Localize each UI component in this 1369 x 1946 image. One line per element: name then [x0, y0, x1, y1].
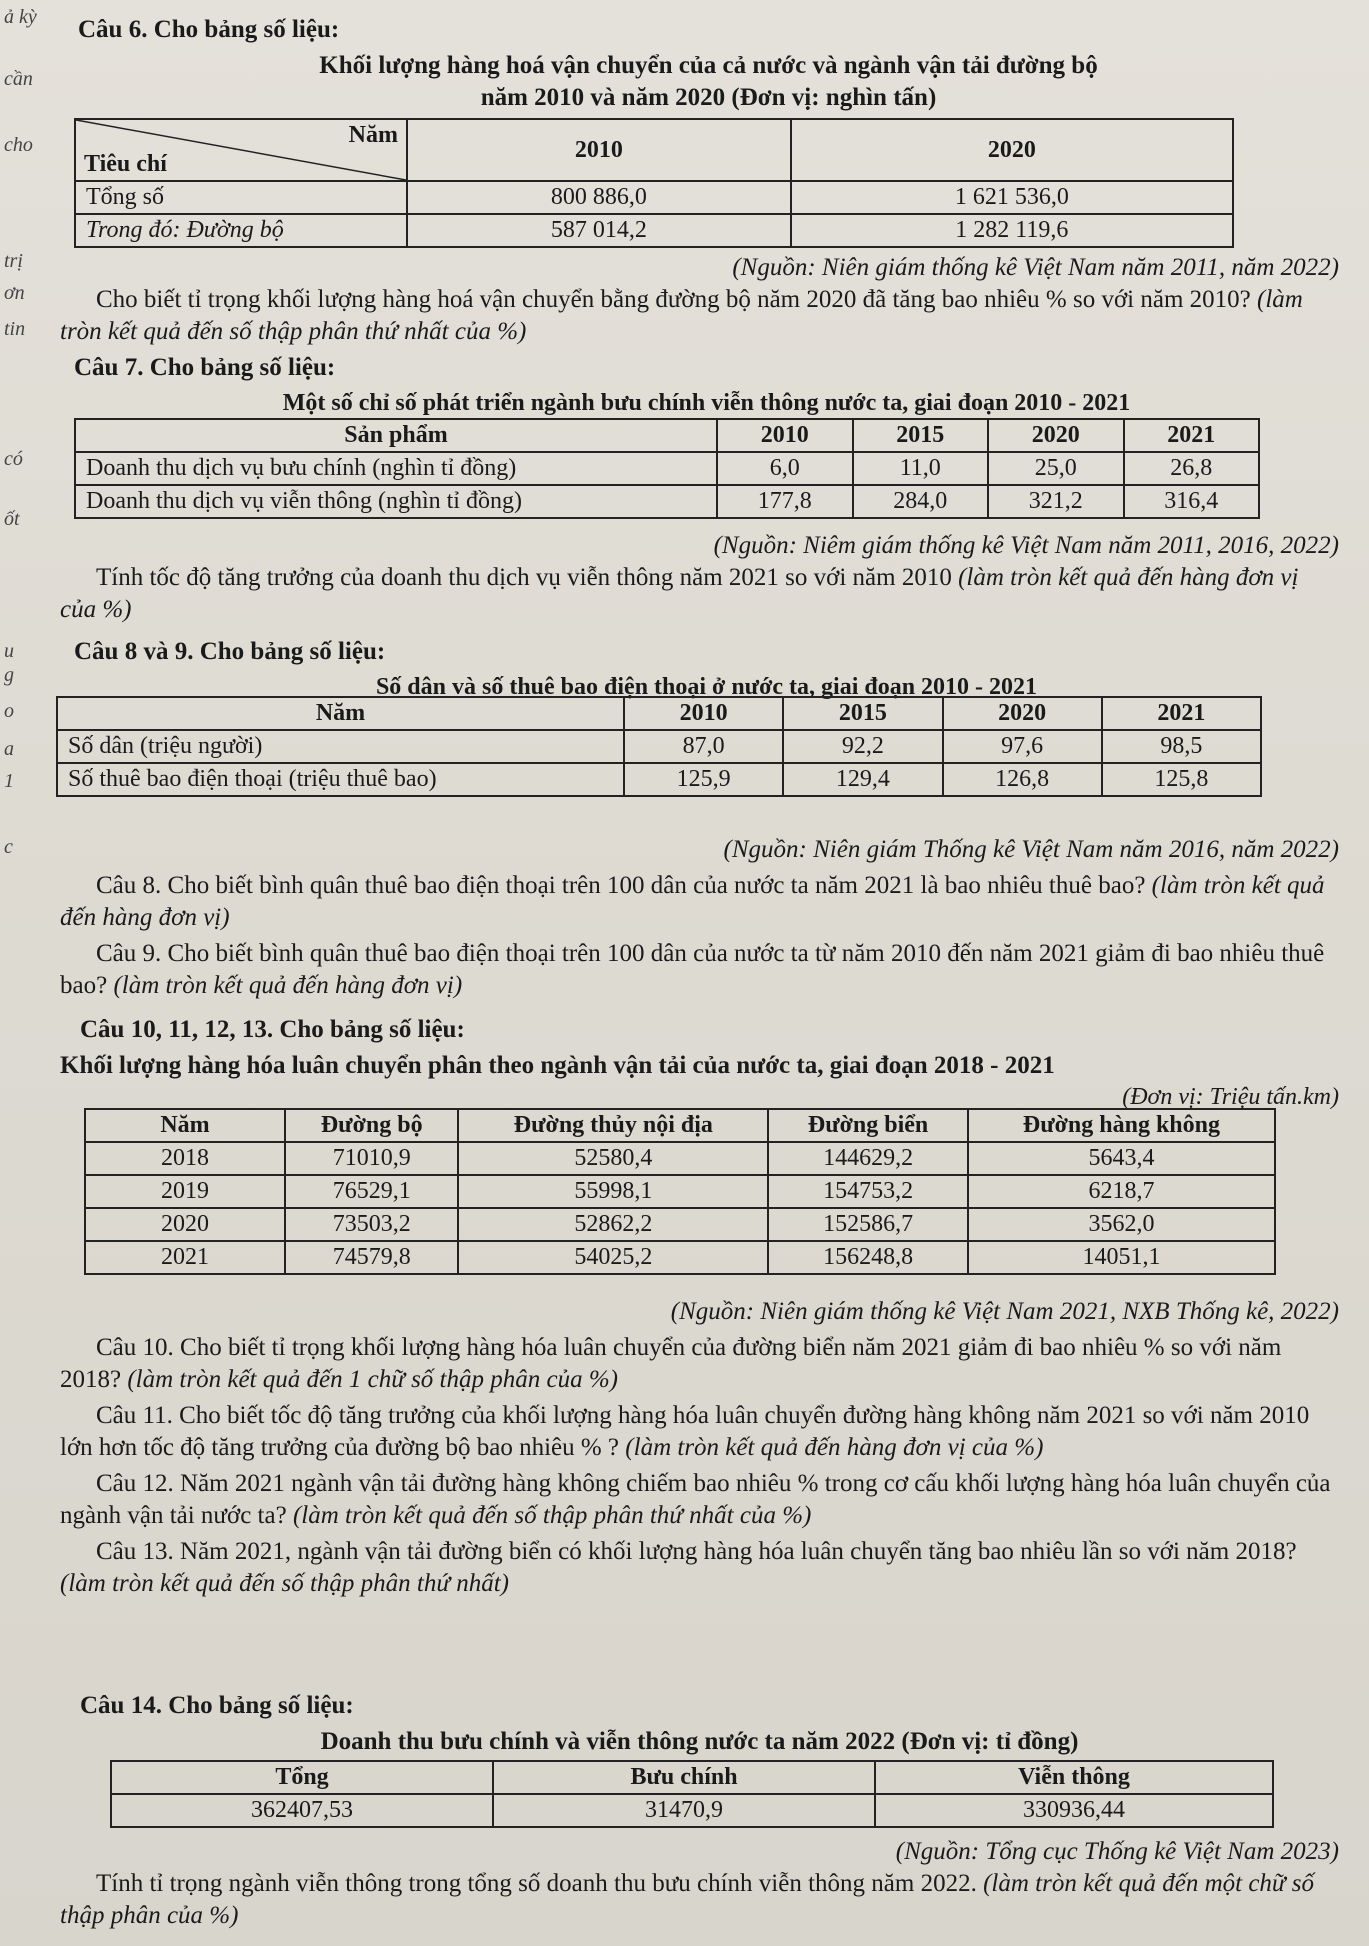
q6-corner-cell [75, 119, 407, 181]
margin-scrap: ơn [4, 282, 25, 304]
q6-table-subtitle: năm 2010 và năm 2020 (Đơn vị: nghìn tấn) [480, 84, 937, 111]
q14-col-header: Viễn thông [875, 1761, 1273, 1794]
q10-13-cell: 76529,1 [285, 1175, 458, 1208]
q6-table-title: Khối lượng hàng hoá vận chuyển của cả nước và ngành vận tải đường bộ [319, 52, 1098, 79]
margin-scrap: tin [4, 318, 26, 340]
q89-cell: 125,8 [1102, 763, 1261, 796]
q14-body [60, 1836, 1339, 1932]
q14-col-header: Bưu chính [493, 1761, 875, 1794]
q89-year-header: 2021 [1102, 697, 1261, 730]
margin-scrap: a [4, 738, 14, 760]
q7-table [74, 418, 1260, 519]
q14-col-header: Tổng [111, 1761, 493, 1794]
q89-body [60, 834, 1339, 1002]
q89-row-label: Số dân (triệu người) [57, 730, 624, 763]
table-row [85, 1241, 1275, 1274]
q6-corner-top: Năm [348, 122, 398, 148]
q10-13-cell: 55998,1 [458, 1175, 768, 1208]
q7-row-label: Doanh thu dịch vụ bưu chính (nghìn tỉ đồng) [75, 452, 717, 485]
q10-13-cell: 5643,4 [968, 1142, 1275, 1175]
q10-13-cell: 3562,0 [968, 1208, 1275, 1241]
q89-cell: 87,0 [624, 730, 783, 763]
q14-question: Tính tỉ trọng ngành viễn thông trong tổng số doanh thu bưu chính viễn thông năm 2022. (làm tròn kết quả đến một chữ số thập phân của %) [60, 1870, 1315, 1929]
q89-cell: 126,8 [943, 763, 1102, 796]
q6-corner-bottom: Tiêu chí [84, 151, 167, 177]
q89-cell: 92,2 [783, 730, 942, 763]
q89-year-header: 2020 [943, 697, 1102, 730]
margin-scrap: cần [4, 68, 33, 90]
q6-cell: 587 014,2 [407, 214, 791, 247]
q89-heading: Câu 8 và 9. Cho bảng số liệu: [74, 638, 386, 665]
margin-scrap: o [4, 700, 14, 722]
q10-13-cell: 14051,1 [968, 1241, 1275, 1274]
q10-13-cell: 6218,7 [968, 1175, 1275, 1208]
q10-13-unit: (Đơn vị: Triệu tấn.km) [1122, 1084, 1339, 1110]
table-row [57, 730, 1261, 763]
q89-col-header: Năm [57, 697, 624, 730]
margin-scrap: c [4, 836, 13, 858]
q10-13-col-header: Đường thủy nội địa [458, 1109, 768, 1142]
q6-table [74, 118, 1234, 248]
q10-13-cell: 73503,2 [285, 1208, 458, 1241]
q6-row-label: Tổng số [75, 181, 407, 214]
margin-scrap: g [4, 664, 14, 686]
q6-year-header: 2020 [791, 119, 1233, 181]
q7-cell: 284,0 [853, 485, 989, 518]
q7-col-header: Sản phẩm [75, 419, 717, 452]
q7-cell: 177,8 [717, 485, 853, 518]
q89-table [56, 696, 1262, 797]
q10-13-cell: 156248,8 [768, 1241, 968, 1274]
q7-cell: 25,0 [988, 452, 1124, 485]
table-row [75, 485, 1259, 518]
q10-13-col-header: Đường biển [768, 1109, 968, 1142]
q9-question: Câu 9. Cho biết bình quân thuê bao điện thoại trên 100 dân của nước ta từ năm 2010 đến năm 2021 giảm đi bao nhiêu thuê bao? (làm tròn kết quả đến hàng đơn vị) [60, 940, 1325, 999]
table-row [57, 763, 1261, 796]
q10-13-cell: 71010,9 [285, 1142, 458, 1175]
margin-scrap: cho [4, 134, 33, 156]
q14-cell: 330936,44 [875, 1794, 1273, 1827]
q7-source: (Nguồn: Niêm giám thống kê Việt Nam năm 2011, 2016, 2022) [713, 532, 1339, 559]
q6-section [78, 14, 1339, 114]
q10-13-body [60, 1296, 1339, 1600]
table-row [111, 1794, 1273, 1827]
margin-scrap: trị [4, 250, 23, 272]
q10-13-section [60, 1014, 1339, 1113]
q10-question: Câu 10. Cho biết tỉ trọng khối lượng hàng hóa luân chuyển của đường biển năm 2021 giảm đi bao nhiêu % so với năm 2018? (làm tròn kết quả đến 1 chữ số thập phân của %) [60, 1334, 1282, 1393]
q10-13-cell: 52862,2 [458, 1208, 768, 1241]
margin-scrap: u [4, 640, 14, 662]
q14-source: (Nguồn: Tổng cục Thống kê Việt Nam 2023) [895, 1838, 1339, 1865]
q89-year-header: 2015 [783, 697, 942, 730]
q10-13-year: 2019 [85, 1175, 285, 1208]
table-row [75, 181, 1233, 214]
q7-table-title: Một số chỉ số phát triển ngành bưu chính viễn thông nước ta, giai đoạn 2010 - 2021 [282, 390, 1131, 416]
q89-cell: 129,4 [783, 763, 942, 796]
q7-year-header: 2015 [853, 419, 989, 452]
q7-year-header: 2021 [1124, 419, 1260, 452]
q7-cell: 321,2 [988, 485, 1124, 518]
q13-question: Câu 13. Năm 2021, ngành vận tải đường biển có khối lượng hàng hóa luân chuyển tăng bao nhiêu lần so với năm 2018? (làm tròn kết quả đến số thập phân thứ nhất) [60, 1538, 1297, 1597]
q6-cell: 1 621 536,0 [791, 181, 1233, 214]
q10-13-col-header: Đường bộ [285, 1109, 458, 1142]
q10-13-col-header: Đường hàng không [968, 1109, 1275, 1142]
q89-cell: 98,5 [1102, 730, 1261, 763]
q7-cell: 26,8 [1124, 452, 1260, 485]
table-row [85, 1175, 1275, 1208]
q6-source: (Nguồn: Niên giám thống kê Việt Nam năm 2011, năm 2022) [732, 254, 1339, 281]
q14-section [60, 1690, 1339, 1758]
q89-cell: 125,9 [624, 763, 783, 796]
q6-year-header: 2010 [407, 119, 791, 181]
q6-cell: 800 886,0 [407, 181, 791, 214]
q10-13-col-header: Năm [85, 1109, 285, 1142]
q10-13-table-title: Khối lượng hàng hóa luân chuyển phân theo ngành vận tải của nước ta, giai đoạn 2018 - 2021 [60, 1052, 1055, 1079]
q89-row-label: Số thuê bao điện thoại (triệu thuê bao) [57, 763, 624, 796]
table-row [85, 1208, 1275, 1241]
q7-cell: 316,4 [1124, 485, 1260, 518]
table-row [75, 452, 1259, 485]
q10-13-table [84, 1108, 1276, 1275]
q6-heading: Câu 6. Cho bảng số liệu: [78, 16, 340, 43]
q6-question: Cho biết tỉ trọng khối lượng hàng hoá vận chuyển bằng đường bộ năm 2020 đã tăng bao nhiêu % so với năm 2010? (làm tròn kết quả đến số thập phân thứ nhất của %) [60, 286, 1303, 345]
q14-cell: 31470,9 [493, 1794, 875, 1827]
q14-table-title: Doanh thu bưu chính và viễn thông nước ta năm 2022 (Đơn vị: tỉ đồng) [320, 1728, 1079, 1755]
diagonal-line [76, 120, 406, 180]
q7-year-header: 2010 [717, 419, 853, 452]
q14-cell: 362407,53 [111, 1794, 493, 1827]
q89-table-title: Số dân và số thuê bao điện thoại ở nước ta, giai đoạn 2010 - 2021 [375, 674, 1038, 700]
q10-13-year: 2020 [85, 1208, 285, 1241]
q8-question: Câu 8. Cho biết bình quân thuê bao điện thoại trên 100 dân của nước ta năm 2021 là bao nhiêu thuê bao? (làm tròn kết quả đến hàng đơn vị) [60, 872, 1325, 931]
q14-table [110, 1760, 1274, 1828]
q10-13-cell: 152586,7 [768, 1208, 968, 1241]
margin-scrap: 1 [4, 770, 14, 792]
table-row [75, 214, 1233, 247]
q10-13-cell: 52580,4 [458, 1142, 768, 1175]
q10-13-cell: 144629,2 [768, 1142, 968, 1175]
q10-13-source: (Nguồn: Niên giám thống kê Việt Nam 2021, NXB Thống kê, 2022) [670, 1298, 1339, 1325]
q7-heading: Câu 7. Cho bảng số liệu: [74, 354, 336, 381]
q11-question: Câu 11. Cho biết tốc độ tăng trưởng của khối lượng hàng hóa luân chuyển đường hàng không năm 2021 so với năm 2010 lớn hơn tốc độ tăng trưởng của đường bộ bao nhiêu % ? (làm tròn kết quả đến hàng đơn vị của %) [60, 1402, 1310, 1461]
q7-cell: 11,0 [853, 452, 989, 485]
q89-cell: 97,6 [943, 730, 1102, 763]
q10-13-year: 2021 [85, 1241, 285, 1274]
q89-section [74, 636, 1339, 703]
q10-13-cell: 74579,8 [285, 1241, 458, 1274]
margin-scrap: có [4, 448, 23, 470]
q10-13-heading: Câu 10, 11, 12, 13. Cho bảng số liệu: [80, 1016, 465, 1043]
margin-scrap: ốt [4, 508, 20, 530]
q7-section [74, 352, 1339, 419]
q14-heading: Câu 14. Cho bảng số liệu: [80, 1692, 354, 1719]
q7-year-header: 2020 [988, 419, 1124, 452]
q89-year-header: 2010 [624, 697, 783, 730]
margin-scrap: ả kỳ [4, 6, 37, 28]
q7-cell: 6,0 [717, 452, 853, 485]
q12-question: Câu 12. Năm 2021 ngành vận tải đường hàng không chiếm bao nhiêu % trong cơ cấu khối lượng hàng hóa luân chuyển của ngành vận tải nước ta? (làm tròn kết quả đến số thập phân thứ nhất của %) [60, 1470, 1331, 1529]
q7-row-label: Doanh thu dịch vụ viễn thông (nghìn tỉ đồng) [75, 485, 717, 518]
q89-source: (Nguồn: Niên giám Thống kê Việt Nam năm 2016, năm 2022) [723, 836, 1339, 863]
q10-13-year: 2018 [85, 1142, 285, 1175]
q10-13-cell: 154753,2 [768, 1175, 968, 1208]
q7-question: Tính tốc độ tăng trưởng của doanh thu dịch vụ viễn thông năm 2021 so với năm 2010 (làm tròn kết quả đến hàng đơn vị của %) [60, 564, 1299, 623]
q7-body [60, 530, 1339, 626]
q6-row-label: Trong đó: Đường bộ [75, 214, 407, 247]
q10-13-cell: 54025,2 [458, 1241, 768, 1274]
q6-cell: 1 282 119,6 [791, 214, 1233, 247]
table-row [85, 1142, 1275, 1175]
q6-body [60, 252, 1339, 348]
